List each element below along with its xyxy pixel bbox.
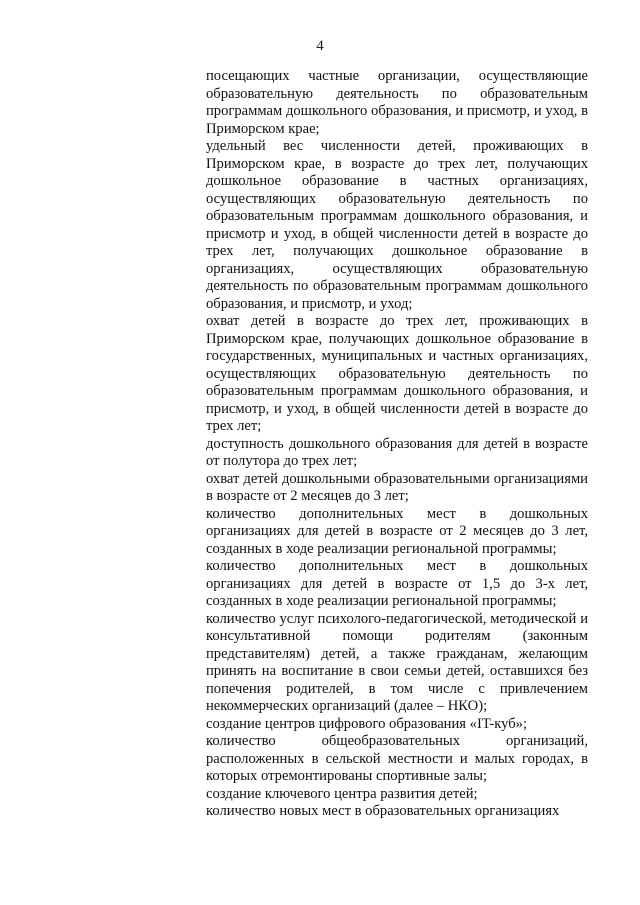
paragraph: охват детей в возрасте до трех лет, проживающих в Приморском крае, получающих дошкольное образование в государственных, муниципальных и частных организациях, осуществляющих образовательную деятельность по образовательным программам дошкольного образования, и присмотр, и уход, в общей численности детей в возрасте до трех лет; xyxy=(206,313,588,434)
paragraph: посещающих частные организации, осуществляющие образовательную деятельность по образовательным программам дошкольного образования, и присмотр, и уход, в Приморском крае; xyxy=(206,68,588,137)
paragraph: количество дополнительных мест в дошкольных организациях для детей в возрасте от 1,5 до 3-х лет, созданных в ходе реализации региональной программы; xyxy=(206,558,588,609)
page-number: 4 xyxy=(316,38,324,54)
paragraph: создание ключевого центра развития детей; xyxy=(206,785,478,802)
paragraph: создание центров цифрового образования «IT-куб»; xyxy=(206,715,528,732)
paragraph: количество общеобразовательных организаций, расположенных в сельской местности и малых городах, в которых отремонтированы спортивные залы; xyxy=(206,733,588,784)
paragraph: охват детей дошкольными образовательными организациями в возрасте от 2 месяцев до 3 лет; xyxy=(206,470,588,504)
paragraph: количество услуг психолого-педагогической, методической и консультативной помощи родителям (законным представителям) детей, а также гражданам, желающим принять на воспитание в свои семьи детей, оставшихся без попечения родителей, в том числе с привлечением некоммерческих организаций (далее – НКО); xyxy=(206,610,588,714)
paragraph: удельный вес численности детей, проживающих в Приморском крае, в возрасте до трех лет, получающих дошкольное образование в частных организациях, осуществляющих образовательную деятельность по образовательным программам дошкольного образования, и присмотр и уход, в общей численности детей в возрасте до трех лет, получающих дошкольное образование в организациях, осуществляющих образовательную деятельность по образовательным программам дошкольного образования, и присмотр, и уход; xyxy=(206,138,588,312)
paragraph: количество новых мест в образовательных организациях xyxy=(206,803,560,819)
paragraph: количество дополнительных мест в дошкольных организациях для детей в возрасте от 2 месяцев до 3 лет, созданных в ходе реализации региональной программы; xyxy=(206,505,588,557)
document-body xyxy=(206,68,588,821)
paragraph: доступность дошкольного образования для детей в возрасте от полутора до трех лет; xyxy=(206,435,588,469)
